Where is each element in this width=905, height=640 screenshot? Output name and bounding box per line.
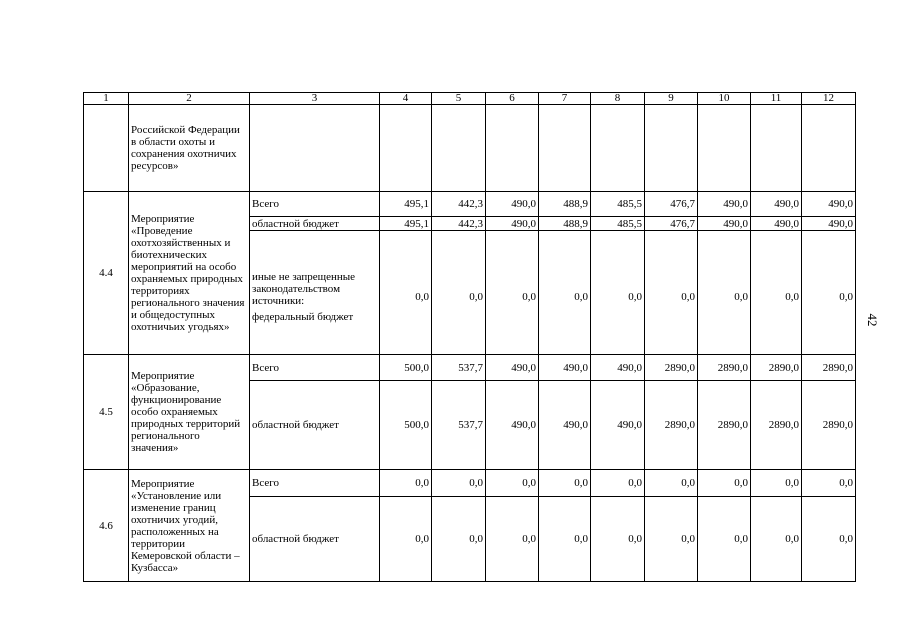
value-cell: 490,0 bbox=[591, 381, 645, 470]
funding-source-label: федеральный бюджет bbox=[252, 310, 354, 323]
value-cell: 490,0 bbox=[698, 217, 751, 231]
header-cell: 2 bbox=[129, 93, 250, 105]
header-cell: 9 bbox=[645, 93, 698, 105]
value-cell: 0,0 bbox=[698, 497, 751, 582]
value-cell: 0,0 bbox=[802, 231, 856, 355]
funding-source-cell bbox=[250, 217, 380, 231]
index-cell bbox=[84, 105, 129, 192]
value-cell: 0,0 bbox=[380, 231, 432, 355]
value-cell: 537,7 bbox=[432, 355, 486, 381]
value-cell: 0,0 bbox=[432, 231, 486, 355]
continuation-row bbox=[84, 105, 856, 192]
empty-cell bbox=[486, 105, 539, 192]
empty-cell bbox=[380, 105, 432, 192]
value-cell: 0,0 bbox=[591, 231, 645, 355]
header-cell: 10 bbox=[698, 93, 751, 105]
funding-source-label: областной бюджет bbox=[252, 533, 339, 545]
value-cell: 0,0 bbox=[751, 470, 802, 497]
value-cell: 490,0 bbox=[486, 381, 539, 470]
value-cell: 490,0 bbox=[751, 192, 802, 217]
index-cell: 4.4 bbox=[84, 192, 129, 355]
header-cell: 4 bbox=[380, 93, 432, 105]
value-cell: 490,0 bbox=[591, 355, 645, 381]
funding-source-cell bbox=[250, 381, 380, 470]
value-cell: 0,0 bbox=[539, 497, 591, 582]
value-cell: 490,0 bbox=[539, 381, 591, 470]
value-cell: 442,3 bbox=[432, 217, 486, 231]
header-cell: 6 bbox=[486, 93, 539, 105]
page-number: 42 bbox=[865, 313, 880, 327]
value-cell: 488,9 bbox=[539, 217, 591, 231]
index-cell: 4.6 bbox=[84, 470, 129, 582]
empty-cell bbox=[698, 105, 751, 192]
value-cell: 442,3 bbox=[432, 192, 486, 217]
header-cell: 3 bbox=[250, 93, 380, 105]
value-cell: 500,0 bbox=[380, 355, 432, 381]
value-cell: 0,0 bbox=[802, 470, 856, 497]
funding-source-label: Всего bbox=[252, 361, 279, 374]
empty-cell bbox=[645, 105, 698, 192]
value-cell: 537,7 bbox=[432, 381, 486, 470]
value-cell: 476,7 bbox=[645, 192, 698, 217]
value-cell: 0,0 bbox=[645, 470, 698, 497]
value-cell: 0,0 bbox=[698, 231, 751, 355]
header-cell: 12 bbox=[802, 93, 856, 105]
value-cell: 500,0 bbox=[380, 381, 432, 470]
value-cell: 0,0 bbox=[645, 231, 698, 355]
measure-name-cell: Российской Федерации в области охоты и сохранения охотничих ресурсов» bbox=[129, 105, 250, 192]
value-cell: 0,0 bbox=[380, 497, 432, 582]
value-cell: 490,0 bbox=[539, 355, 591, 381]
header-cell: 8 bbox=[591, 93, 645, 105]
value-cell: 0,0 bbox=[432, 497, 486, 582]
value-cell: 0,0 bbox=[539, 470, 591, 497]
funding-source-label: областной бюджет bbox=[252, 217, 339, 230]
value-cell: 2890,0 bbox=[802, 381, 856, 470]
value-cell: 2890,0 bbox=[698, 355, 751, 381]
funding-source-cell bbox=[250, 497, 380, 582]
value-cell: 490,0 bbox=[486, 217, 539, 231]
funding-source-label: Всего bbox=[252, 198, 279, 210]
funding-source-label: иные не запрещенные законодательством источники: bbox=[252, 270, 356, 307]
empty-cell bbox=[802, 105, 856, 192]
value-cell: 0,0 bbox=[645, 497, 698, 582]
value-cell: 476,7 bbox=[645, 217, 698, 231]
value-cell: 495,1 bbox=[380, 217, 432, 231]
value-cell: 0,0 bbox=[486, 231, 539, 355]
funding-source-cell bbox=[250, 470, 380, 497]
value-cell: 0,0 bbox=[751, 231, 802, 355]
value-cell: 0,0 bbox=[751, 497, 802, 582]
empty-cell bbox=[250, 105, 380, 192]
funding-source-cell bbox=[250, 231, 380, 355]
value-cell: 485,5 bbox=[591, 192, 645, 217]
value-cell: 0,0 bbox=[698, 470, 751, 497]
budget-table bbox=[83, 92, 856, 582]
value-cell: 490,0 bbox=[802, 217, 856, 231]
value-cell: 2890,0 bbox=[645, 381, 698, 470]
value-cell: 0,0 bbox=[486, 497, 539, 582]
value-cell: 0,0 bbox=[802, 497, 856, 582]
value-cell: 2890,0 bbox=[751, 381, 802, 470]
funding-source-label: областной бюджет bbox=[252, 419, 339, 431]
value-cell: 490,0 bbox=[802, 192, 856, 217]
table-row bbox=[84, 470, 856, 497]
value-cell: 0,0 bbox=[591, 470, 645, 497]
table-header-row bbox=[84, 93, 856, 105]
measure-name-cell: Мероприятие «Установление или изменение границ охотничих угодий, расположенных на территории Кемеровской области – Кузбасса» bbox=[129, 470, 250, 582]
header-cell: 7 bbox=[539, 93, 591, 105]
value-cell: 488,9 bbox=[539, 192, 591, 217]
value-cell: 490,0 bbox=[486, 192, 539, 217]
value-cell: 490,0 bbox=[698, 192, 751, 217]
table-row bbox=[84, 192, 856, 217]
header-cell: 5 bbox=[432, 93, 486, 105]
empty-cell bbox=[591, 105, 645, 192]
value-cell: 490,0 bbox=[751, 217, 802, 231]
funding-source-label: Всего bbox=[252, 477, 279, 489]
empty-cell bbox=[751, 105, 802, 192]
value-cell: 0,0 bbox=[539, 231, 591, 355]
value-cell: 0,0 bbox=[591, 497, 645, 582]
empty-cell bbox=[539, 105, 591, 192]
value-cell: 495,1 bbox=[380, 192, 432, 217]
measure-name-cell: Мероприятие «Образование, функционирование особо охраняемых природных территорий регионального значения» bbox=[129, 355, 250, 470]
value-cell: 0,0 bbox=[380, 470, 432, 497]
header-cell: 11 bbox=[751, 93, 802, 105]
value-cell: 0,0 bbox=[486, 470, 539, 497]
value-cell: 2890,0 bbox=[698, 381, 751, 470]
funding-source-cell bbox=[250, 192, 380, 217]
value-cell: 2890,0 bbox=[751, 355, 802, 381]
value-cell: 490,0 bbox=[486, 355, 539, 381]
value-cell: 485,5 bbox=[591, 217, 645, 231]
value-cell: 0,0 bbox=[432, 470, 486, 497]
value-cell: 2890,0 bbox=[645, 355, 698, 381]
empty-cell bbox=[432, 105, 486, 192]
measure-name-cell: Мероприятие «Проведение охотхозяйственных и биотехнических мероприятий на особо охраняемых природных территориях регионального значения и общедоступных охотничьих угодьях» bbox=[129, 192, 250, 355]
value-cell: 2890,0 bbox=[802, 355, 856, 381]
header-cell: 1 bbox=[84, 93, 129, 105]
funding-source-cell bbox=[250, 355, 380, 381]
table-row bbox=[84, 355, 856, 381]
index-cell: 4.5 bbox=[84, 355, 129, 470]
